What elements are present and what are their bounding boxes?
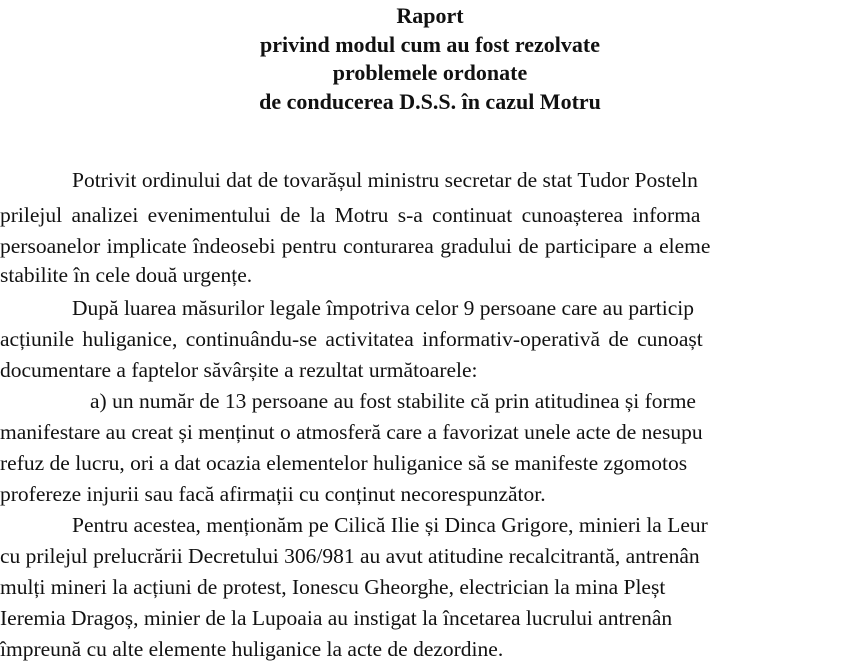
paragraph-line: După luarea măsurilor legale împotriva celor 9 persoane care au particip: [72, 296, 695, 320]
paragraph-line: documentare a faptelor săvârșite a rezultat următoarele:: [0, 358, 478, 382]
title-line: Raport: [396, 3, 464, 28]
paragraph-line: acțiunile huliganice, continuându-se activitatea informativ-operativă de cunoașt: [0, 327, 703, 351]
paragraph-line: persoanelor implicate îndeosebi pentru conturarea gradului de participare a eleme: [0, 234, 711, 258]
paragraph-line: Pentru acestea, menționăm pe Cilică Ilie și Dinca Grigore, minieri la Leur: [72, 513, 708, 537]
paragraph-line: stabilite în cele două urgențe.: [0, 263, 253, 287]
report-title: [0, 2, 860, 116]
paragraph-line: manifestare au creat și menținut o atmosferă care a favorizat unele acte de nesupu: [0, 420, 703, 444]
paragraph-line: Ieremia Dragoș, minier de la Lupoaia au instigat la încetarea lucrului antrenân: [0, 606, 673, 630]
title-line: privind modul cum au fost rezolvate: [260, 31, 600, 57]
title-line: de conducerea D.S.S. în cazul Motru: [259, 88, 601, 114]
paragraph-line: împreună cu alte elemente huliganice la acte de dezordine.: [0, 637, 504, 661]
paragraph-line: profereze injurii sau facă afirmații cu conținut necorespunzător.: [0, 482, 546, 506]
paragraph-line: cu prilejul prelucrării Decretului 306/981 au avut atitudine recalcitrantă, antrenân: [0, 544, 700, 568]
paragraph-line: prilejul analizei evenimentului de la Motru s-a continuat cunoașterea informa: [0, 203, 701, 227]
paragraph-line: refuz de lucru, ori a dat ocazia elementelor huliganice să se manifeste zgomotos: [0, 451, 688, 475]
paragraph-line: Potrivit ordinului dat de tovarășul ministru secretar de stat Tudor Posteln: [72, 168, 698, 192]
title-line: problemele ordonate: [332, 60, 528, 85]
paragraph-line: mulți mineri la acțiuni de protest, Ionescu Gheorghe, electrician la mina Pleșt: [0, 575, 666, 599]
paragraph-line: a) un număr de 13 persoane au fost stabilite că prin atitudinea și forme: [90, 389, 696, 413]
